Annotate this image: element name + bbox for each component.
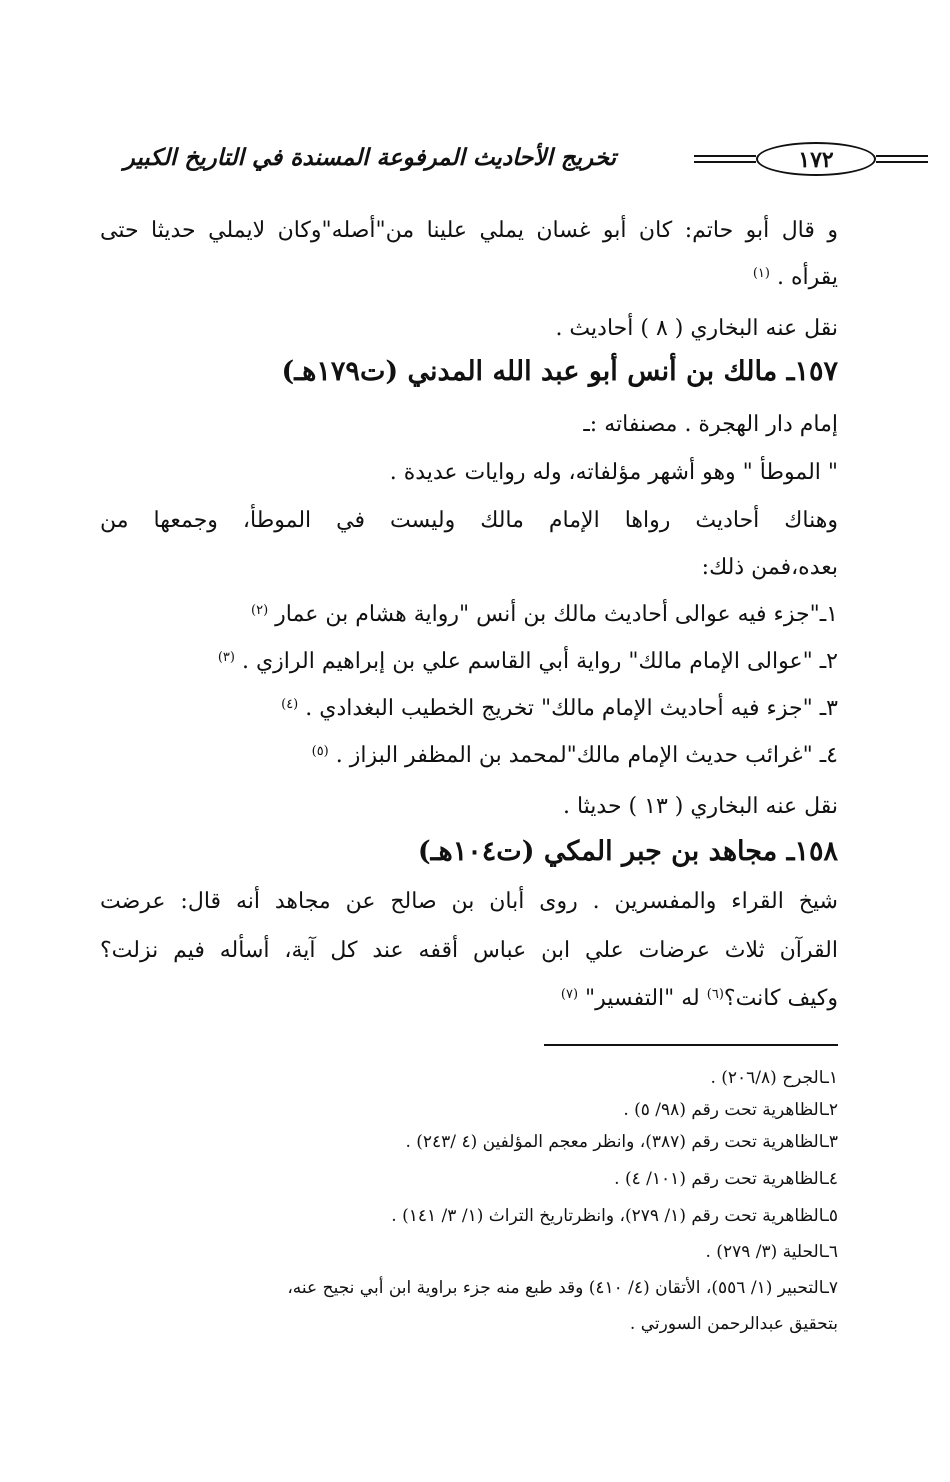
list-item-text: ١ـ"جزء فيه عوالى أحاديث مالك بن أنس "رواية هشام بن عمار: [275, 602, 838, 627]
paragraph-text: وكيف كانت؟: [723, 986, 838, 1011]
paragraph-line: نقل عنه البخاري ( ١٣ ) حديثا .: [562, 794, 838, 819]
footnote: ٢ـالظاهرية تحت رقم (٩٨/ ٥) .: [623, 1100, 838, 1120]
footnote-separator: [544, 1044, 838, 1046]
footnote: ٤ـالظاهرية تحت رقم (١٠١/ ٤) .: [614, 1169, 838, 1189]
paragraph-line: و قال أبو حاتم: كان أبو غسان يملي علينا من"أصله"وكان لايملي حديثا حتى: [100, 218, 838, 243]
entry-heading: ١٥٧ـ مالك بن أنس أبو عبد الله المدني (ت١٧٩هـ): [281, 356, 838, 387]
book-title: تخريج الأحاديث المرفوعة المسندة في التاريخ الكبير: [123, 144, 616, 171]
entry-heading: ١٥٨ـ مجاهد بن جبر المكي (ت١٠٤هـ): [417, 836, 838, 867]
footnote-marker: (٣): [217, 650, 235, 665]
paragraph-text: يقرأه .: [776, 265, 838, 290]
footnote-marker: (٥): [311, 744, 329, 759]
footnote-marker: (١): [752, 266, 770, 281]
paragraph-line: [561, 984, 838, 1014]
footnote-marker: (٧): [560, 987, 579, 1002]
footnote-marker: (٢): [251, 603, 269, 618]
header-rule: [694, 155, 756, 157]
list-item-text: ٣ـ "جزء فيه أحاديث الإمام مالك" تخريج الخطيب البغدادي .: [305, 696, 838, 721]
paragraph-line: بعده،فمن ذلك:: [701, 555, 838, 580]
footnote-marker: (٦): [706, 987, 724, 1002]
header-rule: [876, 161, 928, 163]
header-rule: [694, 161, 756, 163]
running-header: [92, 140, 838, 184]
footnote: ٧ـالتحبير (١/ ٥٥٦)، الأتقان (٤/ ٤١٠) وقد طبع منه جزء براوية ابن أبي نجيح عنه،: [287, 1278, 838, 1298]
list-item-text: ٢ـ "عوالى الإمام مالك" رواية أبي القاسم علي بن إبراهيم الرازي .: [241, 649, 838, 674]
page-number: ١٧٢: [756, 142, 876, 176]
list-item: [251, 600, 838, 630]
header-rule: [876, 155, 928, 157]
list-item-text: ٤ـ "غرائب حديث الإمام مالك"لمحمد بن المظفر البزاز .: [335, 743, 838, 768]
paragraph-text: له "التفسير": [585, 986, 700, 1011]
paragraph-line: إمام دار الهجرة . مصنفاته :ـ: [583, 412, 838, 437]
list-item: [312, 741, 838, 771]
paragraph-line: [753, 263, 838, 293]
footnote: بتحقيق عبدالرحمن السورتي .: [629, 1314, 838, 1334]
footnote: ٦ـالحلية (٣/ ٢٧٩) .: [705, 1242, 838, 1262]
paragraph-line: القرآن ثلاث عرضات علي ابن عباس أقفه عند كل آية، أسأله فيم نزلت؟: [100, 938, 838, 963]
footnote-marker: (٤): [281, 697, 299, 712]
paragraph-line: نقل عنه البخاري ( ٨ ) أحاديث .: [555, 316, 838, 341]
footnote: ١ـالجرح (٢٠٦/٨) .: [710, 1068, 838, 1088]
paragraph-line: شيخ القراء والمفسرين . روى أبان بن صالح عن مجاهد أنه قال: عرضت: [100, 889, 838, 914]
list-item: [281, 694, 838, 724]
paragraph-line: " الموطأ " وهو أشهر مؤلفاته، وله روايات عديدة .: [389, 460, 838, 485]
footnote: ٥ـالظاهرية تحت رقم (١/ ٢٧٩)، وانظرتاريخ التراث (١/ ٣/ ١٤١) .: [391, 1206, 838, 1226]
paragraph-line: وهناك أحاديث رواها الإمام مالك وليست في الموطأ، وجمعها من: [100, 508, 838, 533]
footnote: ٣ـالظاهرية تحت رقم (٣٨٧)، وانظر معجم المؤلفين (٤ /٢٤٣) .: [405, 1132, 838, 1152]
list-item: [218, 647, 838, 677]
